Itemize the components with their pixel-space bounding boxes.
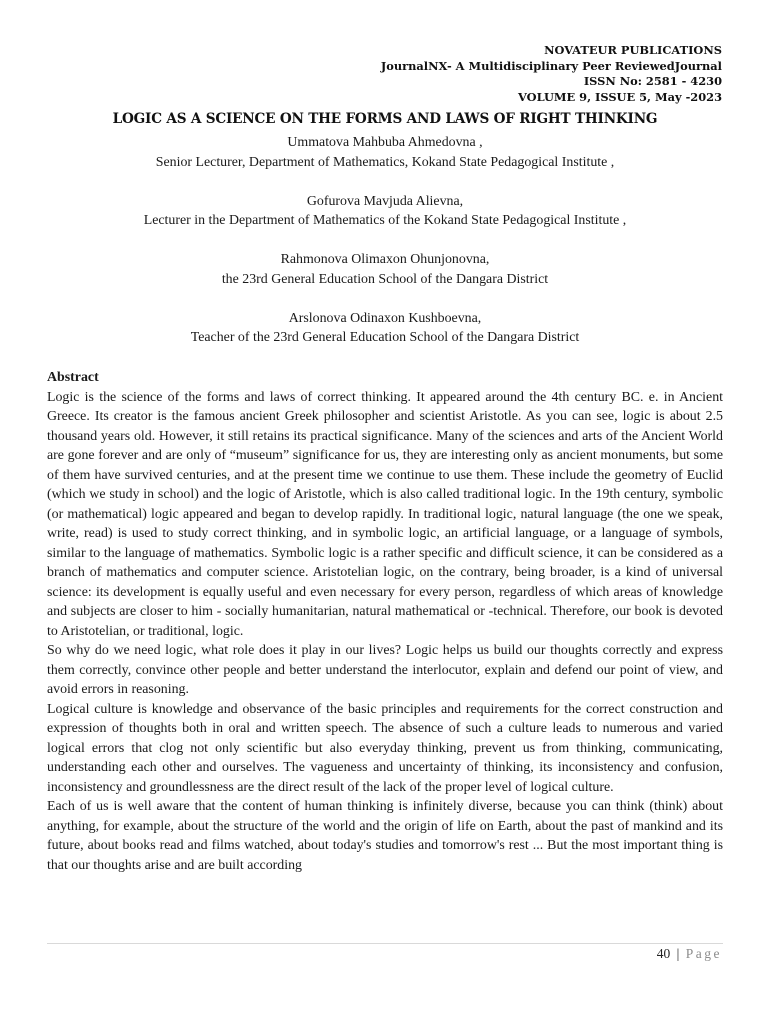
abstract-paragraph: Logical culture is knowledge and observance of the basic principles and requirements for the correct construction and expression of thoughts both in oral and written speech. The absence of such a culture leads to numerous and varied logical errors that clog not only scientific but also everyday thinking, prevent us from thinking, communicating, understanding each other and ourselves. The vagueness and uncertainty of thinking, its inconsistency and confusion, inconsistency and groundlessness are the direct result of the lack of the proper level of logical culture. [47,701,723,795]
footer-separator: | [676,946,680,961]
page-label: Page [685,946,722,961]
page-footer [657,946,722,962]
author-block [0,309,770,348]
abstract-paragraph: Logic is the science of the forms and laws of correct thinking. It appeared around the 4th century BC. e. in Ancient Greece. Its creator is the famous ancient Greek philosopher and scientist Aristotle. As you can see, logic is about 2.5 thousand years old. However, it still retains its practical significance. Many of the sciences and arts of the Ancient World are gone forever and are only of “museum” significance for us, they are interesting only as ancient monuments, but some of them have survived centuries, and at the present time we continue to use them. These include the geometry of Euclid (which we study in school) and the logic of Aristotle, which is also called traditional logic. In the 19th century, symbolic (or mathematical) logic appeared and began to develop rapidly. In traditional logic, natural language (the one we speak, write, read) is used to study correct thinking, and in symbolic logic, an artificial language, or a language of symbols, similar to the language of mathematics. Symbolic logic is a rather specific and difficult science, it can be considered as a branch of mathematics and computer science. Aristotelian logic, on the contrary, being broader, is a kind of universal science: its development is equally useful and even necessary for every person, regardless of which areas of knowledge and subjects are closer to him - socially humanitarian, natural mathematical or -technical. Therefore, our book is devoted to Aristotelian, or traditional, logic. [47,389,723,639]
author-name: Ummatova Mahbuba Ahmedovna , [287,135,483,150]
author-affiliation: Senior Lecturer, Department of Mathematics, Kokand State Pedagogical Institute , [155,154,615,170]
author-list [0,133,770,367]
author-name: Arslonova Odinaxon Kushboevna, [288,310,482,326]
author-block [0,133,770,172]
author-affiliation: Teacher of the 23rd General Education School of the Dangara District [190,330,580,345]
author-affiliation: the 23rd General Education School of the Dangara District [221,271,549,287]
volume-issue: VOLUME 9, ISSUE 5, May -2023 [518,89,722,104]
issn-number: ISSN No: 2581 - 4230 [583,74,722,89]
author-name: Gofurova Mavjuda Alievna, [306,193,464,209]
abstract-paragraph: So why do we need logic, what role does it play in our lives? Logic helps us build our thoughts correctly and express them correctly, convince other people and better understand the interlocutor, explain and defend our point of view, and avoid errors in reasoning. [47,643,723,697]
paper-title: LOGIC AS A SCIENCE ON THE FORMS AND LAWS OF RIGHT THINKING [112,111,658,127]
publisher-name: NOVATEUR PUBLICATIONS [544,43,722,57]
footer-divider [47,943,723,944]
author-block [0,192,770,231]
abstract-section [47,368,723,875]
abstract-paragraph: Each of us is well aware that the content of human thinking is infinitely diverse, because you can think (think) about anything, for example, about the structure of the world and the origin of life on Earth, about the past of mankind and its future, about books read and films watched, about today's studies and tomorrow's rest ... But the most important thing is that our thoughts arise and are built according [47,799,723,873]
author-block [0,250,770,289]
author-affiliation: Lecturer in the Department of Mathematics of the Kokand State Pedagogical Institute , [143,213,627,228]
journal-name: JournalNX- A Multidisciplinary Peer ReviewedJournal [380,58,722,73]
journal-header [381,43,722,105]
author-name: Rahmonova Olimaxon Ohunjonovna, [280,252,490,267]
page-number: 40 [656,946,671,961]
abstract-heading: Abstract [47,370,99,385]
